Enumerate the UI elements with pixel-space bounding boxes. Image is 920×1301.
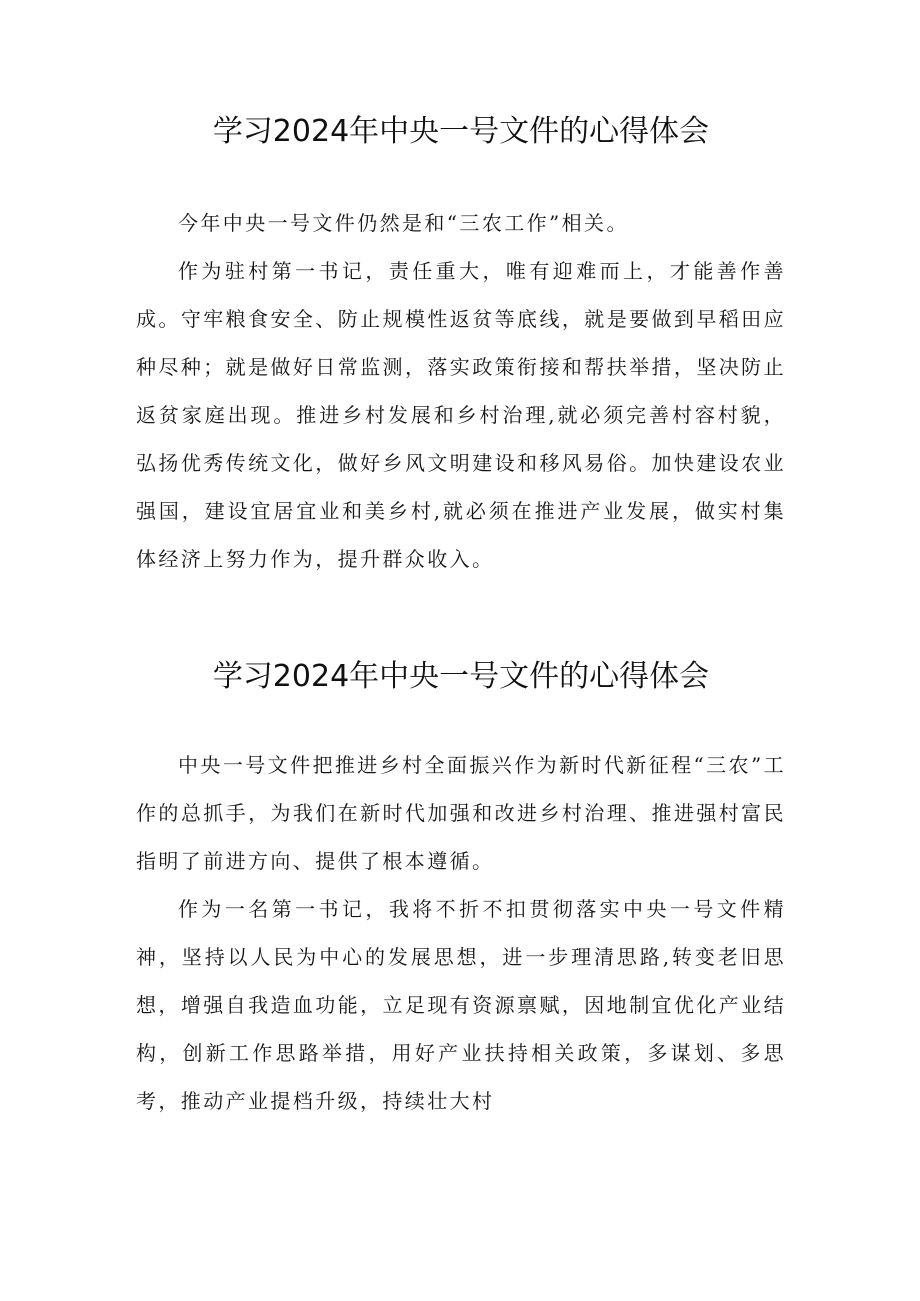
paragraph: 作为一名第一书记，我将不折不扣贯彻落实中央一号文件精神，坚持以人民为中心的发展思想，进一步理清思路,转变老旧思想，增强自我造血功能，立足现有资源禀赋，因地制宜优化产业结构，创新工作思路举措，用好产业扶持相关政策，多谋划、多思考，推动产业提档升级，持续壮大村 — [136, 897, 786, 1113]
article-body-1 — [136, 199, 786, 583]
paragraph: 今年中央一号文件仍然是和“三农工作”相关。 — [178, 211, 629, 235]
article-section-1 — [136, 110, 786, 583]
article-section-2 — [136, 655, 786, 1125]
article-title-1: 学习2024年中央一号文件的心得体会 — [212, 114, 710, 149]
article-body-2 — [136, 741, 786, 1125]
paragraph: 作为驻村第一书记，责任重大，唯有迎难而上，才能善作善成。守牢粮食安全、防止规模性返贫等底线，就是要做到早稻田应种尽种；就是做好日常监测，落实政策衔接和帮扶举措，坚决防止返贫家庭出现。推进乡村发展和乡村治理,就必须完善村容村貌，弘扬优秀传统文化，做好乡风文明建设和移风易俗。加快建设农业强国，建设宜居宜业和美乡村,就必须在推进产业发展，做实村集体经济上努力作为，提升群众收入。 — [136, 259, 786, 571]
article-title-2: 学习2024年中央一号文件的心得体会 — [212, 659, 710, 694]
paragraph: 中央一号文件把推进乡村全面振兴作为新时代新征程“三农”工作的总抓手，为我们在新时代加强和改进乡村治理、推进强村富民指明了前进方向、提供了根本遵循。 — [136, 753, 786, 873]
